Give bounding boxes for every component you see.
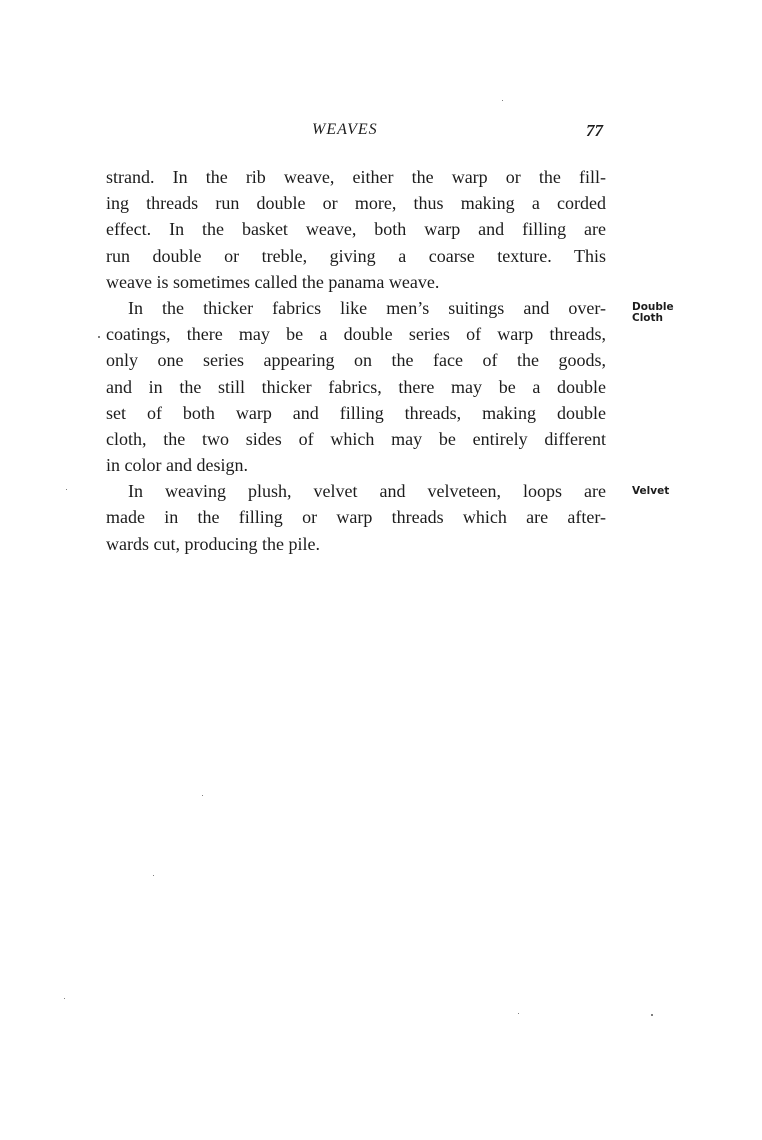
- text-line: coatings, there may be a double series of warp threads,: [106, 324, 606, 345]
- running-head-title: WEAVES: [312, 121, 378, 138]
- scan-speck: [651, 1014, 653, 1016]
- text-line: only one series appearing on the face of the goods,: [106, 350, 606, 371]
- scan-speck: [518, 1013, 519, 1014]
- text-line: run double or treble, giving a coarse texture. This: [106, 245, 606, 266]
- text-line: set of both warp and filling threads, making double: [106, 402, 606, 423]
- scan-speck: [502, 100, 503, 101]
- text-line: cloth, the two sides of which may be entirely different: [106, 428, 606, 449]
- scan-speck: [98, 336, 100, 338]
- scan-speck: [153, 875, 154, 876]
- margin-note-velvet: Velvet: [632, 485, 670, 497]
- scan-speck: [66, 489, 67, 490]
- text-line: In weaving plush, velvet and velveteen, loops are: [128, 481, 606, 502]
- scan-speck: [64, 998, 65, 999]
- scan-speck: [202, 795, 203, 796]
- margin-note-line: Double: [632, 301, 674, 313]
- page-number: 77: [586, 121, 603, 140]
- text-line: in color and design.: [106, 455, 248, 476]
- text-line: effect. In the basket weave, both warp and filling are: [106, 219, 606, 240]
- text-line: In the thicker fabrics like men’s suitings and over-: [128, 297, 606, 318]
- text-line: made in the filling or warp threads which are after-: [106, 507, 606, 528]
- margin-note-double-cloth: [632, 302, 674, 324]
- body-text: [106, 164, 606, 557]
- text-line: wards cut, producing the pile.: [106, 533, 320, 554]
- text-line: ing threads run double or more, thus making a corded: [106, 193, 606, 214]
- text-line: and in the still thicker fabrics, there may be a double: [106, 376, 606, 397]
- text-line: weave is sometimes called the panama weave.: [106, 271, 440, 292]
- margin-note-line: Cloth: [632, 312, 664, 324]
- text-line: strand. In the rib weave, either the warp or the fill-: [106, 167, 606, 187]
